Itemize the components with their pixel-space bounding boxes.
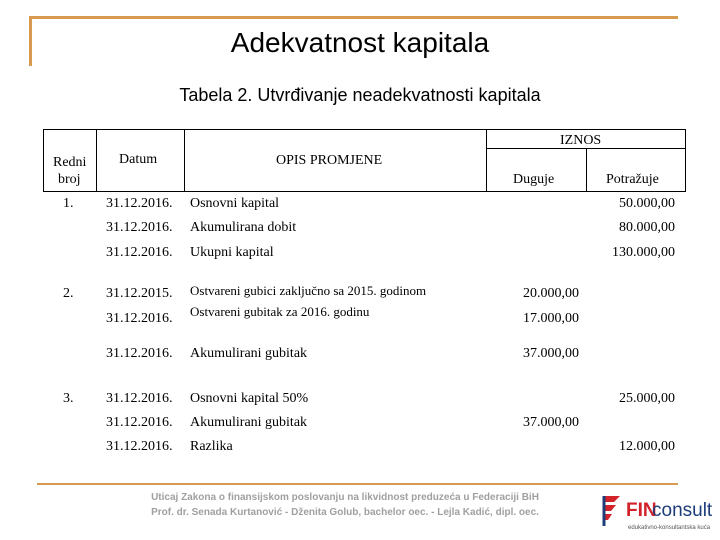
footer-authors: Prof. dr. Senada Kurtanović - Dženita Golub, bachelor oec. - Lejla Kadić, dipl. oec. <box>151 507 539 518</box>
header-datum: Datum <box>119 152 158 167</box>
logo-consult-text: consult <box>652 500 713 521</box>
slide-title: Adekvatnost kapitala <box>230 27 490 58</box>
row-date: 31.12.2015. <box>106 286 173 301</box>
row-potrazuje: 130.000,00 <box>612 245 675 260</box>
header-opis: OPIS PROMJENE <box>276 153 383 168</box>
row-date: 31.12.2016. <box>106 245 173 260</box>
row-date: 31.12.2016. <box>106 391 173 406</box>
row-duguje: 17.000,00 <box>523 311 579 326</box>
header-duguje: Duguje <box>513 172 555 187</box>
row-date: 31.12.2016. <box>106 220 173 235</box>
footer-title: Uticaj Zakona o finansijskom poslovanju na likvidnost preduzeća u Federaciji BiH <box>151 492 539 503</box>
col-divider-5 <box>685 129 686 191</box>
row-potrazuje: 25.000,00 <box>619 391 675 406</box>
footer-divider <box>37 483 678 485</box>
row-duguje: 37.000,00 <box>523 415 579 430</box>
row-description: Ostvareni gubici zaključno sa 2015. godinom <box>190 283 427 298</box>
header-iznos: IZNOS <box>560 133 602 148</box>
row-duguje: 20.000,00 <box>523 286 579 301</box>
row-description: Akumulirana dobit <box>190 220 297 235</box>
row-date: 31.12.2016. <box>106 415 173 430</box>
row-number: 3. <box>63 391 74 406</box>
col-divider-0 <box>43 129 44 191</box>
col-divider-4 <box>586 148 587 191</box>
col-divider-2 <box>184 129 185 191</box>
row-potrazuje: 12.000,00 <box>619 439 675 454</box>
frame-accent-horizontal <box>29 16 678 19</box>
row-description: Razlika <box>190 439 233 454</box>
row-duguje: 37.000,00 <box>523 346 579 361</box>
header-potrazuje: Potražuje <box>606 172 659 187</box>
row-number: 2. <box>63 286 74 301</box>
row-date: 31.12.2016. <box>106 439 173 454</box>
row-date: 31.12.2016. <box>106 311 173 326</box>
logo-tagline: edukativno-konsultantska kuća <box>628 525 711 531</box>
row-potrazuje: 80.000,00 <box>619 220 675 235</box>
row-description: Osnovni kapital <box>190 196 280 211</box>
header-redni: Redni <box>53 155 87 170</box>
row-date: 31.12.2016. <box>106 346 173 361</box>
row-description: Akumulirani gubitak <box>190 346 308 361</box>
table-top-border <box>43 129 686 130</box>
header-bottom-border <box>43 191 686 192</box>
row-description: Ostvareni gubitak za 2016. godinu <box>190 304 370 319</box>
row-date: 31.12.2016. <box>106 196 173 211</box>
table-caption: Tabela 2. Utvrđivanje neadekvatnosti kapitala <box>179 85 541 105</box>
header-broj: broj <box>58 172 81 187</box>
row-number: 1. <box>63 196 74 211</box>
row-description: Ukupni kapital <box>190 245 274 260</box>
row-description: Osnovni kapital 50% <box>190 391 309 406</box>
logo-fin-text: FIN <box>626 500 657 521</box>
row-potrazuje: 50.000,00 <box>619 196 675 211</box>
row-description: Akumulirani gubitak <box>190 415 308 430</box>
finconsult-logo <box>600 490 715 538</box>
col-divider-3 <box>486 129 487 191</box>
col-divider-1 <box>96 129 97 191</box>
